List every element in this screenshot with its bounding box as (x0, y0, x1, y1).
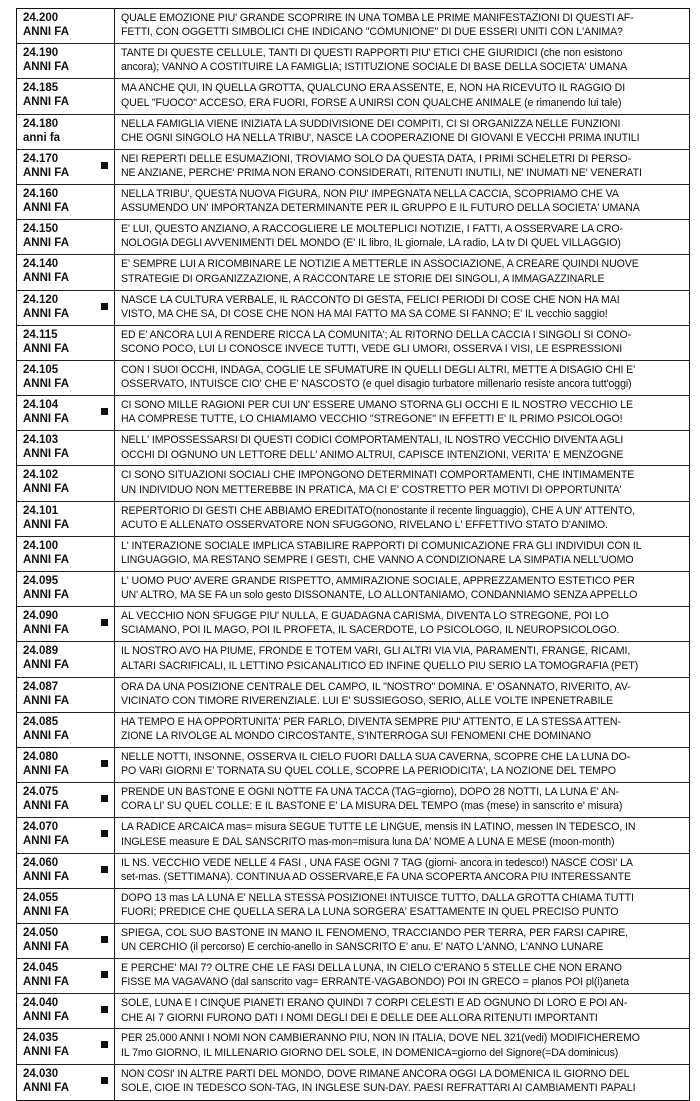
timeline-row (17, 924, 689, 959)
timeline-row (17, 185, 689, 220)
description-cell (115, 255, 689, 289)
date-value: 24.185 (23, 82, 59, 95)
date-cell (17, 1029, 115, 1063)
date-cell (17, 150, 115, 184)
date-value: 24.090 (23, 610, 59, 623)
description-line: E PERCHE' MAI 7? OLTRE CHE LE FASI DELLA LUNA, IN CIELO C'ERANO 5 STELLE CHE NON ERANO (121, 962, 622, 975)
description-cell (115, 854, 689, 888)
date-label: ANNI FA (23, 694, 69, 707)
description-line: E' SEMPRE LUI A RICOMBINARE LE NOTIZIE A METTERLE IN ASSOCIAZIONE, A CREARE QUINDI NUOVE (121, 258, 639, 271)
date-label: ANNI FA (23, 659, 69, 672)
date-cell (17, 783, 115, 817)
date-cell (17, 466, 115, 500)
date-value: 24.040 (23, 997, 59, 1010)
description-cell (115, 220, 689, 254)
description-cell (115, 466, 689, 500)
description-line: NELLE NOTTI, INSONNE, OSSERVA IL CIELO FUORI DALLA SUA CAVERNA, SCOPRE CHE LA LUNA DO- (121, 750, 631, 763)
description-line: TANTE DI QUESTE CELLULE, TANTI DI QUESTI RAPPORTI PIU' ETICI CHE GIURIDICI (che non esistono (121, 47, 623, 60)
date-value: 24.050 (23, 926, 59, 939)
description-line: ED E' ANCORA LUI A RENDERE RICCA LA COMUNITA'; AL RITORNO DELLA CACCIA I SINGOLI SI CONO- (121, 328, 632, 341)
description-line: CON I SUOI OCCHI, INDAGA, COGLIE LE SFUMATURE IN QUELLI DEGLI ALTRI, METTE A DISAGIO CHI E' (121, 363, 636, 376)
description-cell (115, 783, 689, 817)
description-line: CHE OGNI SINGOLO HA NELLA TRIBU', NASCE LA COOPERAZIONE DI GIOVANI E VECCHI PRIMA INUTILI (121, 131, 640, 144)
date-cell (17, 185, 115, 219)
date-label: anni fa (23, 131, 61, 144)
description-line: FETTI, CON OGGETTI SIMBOLICI CHE INDICANO "COMUNIONE" DI DUE ESSERI UNITI CON L'ANIMA? (121, 26, 623, 39)
date-value: 24.160 (23, 187, 59, 200)
date-value: 24.089 (23, 645, 59, 658)
date-label: ANNI FA (23, 1046, 69, 1059)
date-cell (17, 924, 115, 958)
description-line: NEI REPERTI DELLE ESUMAZIONI, TROVIAMO SOLO DA QUESTA DATA, I PRIMI SCHELETRI DI PERSO- (121, 152, 632, 165)
description-line: NE ANZIANE, PERCHE' PRIMA NON ERANO CONSIDERATI, RITENUTI INUTILI, NE' INUMATI NE' VENERATI (121, 167, 642, 180)
date-cell (17, 396, 115, 430)
description-cell (115, 115, 689, 149)
description-line: SCONO POCO, LUI LI CONOSCE INVECE TUTTI, VEDE GLI UMORI, OSSERVA I VISI, LE ESPRESSIONI (121, 342, 623, 355)
date-value: 24.101 (23, 504, 59, 517)
date-label: ANNI FA (23, 1081, 69, 1094)
description-line: ORA DA UNA POSIZIONE CENTRALE DEL CAMPO, IL "NOSTRO" DOMINA. E' OSANNATO, RIVERITO, AV- (121, 680, 631, 693)
timeline-row (17, 572, 689, 607)
date-value: 24.060 (23, 856, 59, 869)
description-line: SOLE, LUNA E I CINQUE PIANETI ERANO QUINDI 7 CORPI CELESTI E AD OGNUNO DI LORO E POI AN- (121, 997, 628, 1010)
date-cell (17, 889, 115, 923)
description-line: UN INDIVIDUO NON METTEREBBE IN PRATICA, MA CI E' COSTRETTO PER MOTIVI DI OPPORTUNITA' (121, 483, 622, 496)
timeline-row (17, 1029, 689, 1064)
date-label: ANNI FA (23, 835, 69, 848)
timeline-row (17, 150, 689, 185)
date-cell (17, 502, 115, 536)
bullet-square-icon (101, 1006, 108, 1013)
date-value: 24.115 (23, 328, 58, 341)
timeline-row (17, 396, 689, 431)
date-cell (17, 572, 115, 606)
bullet-square-icon (101, 971, 108, 978)
timeline-row (17, 748, 689, 783)
timeline-row (17, 361, 689, 396)
description-cell (115, 924, 689, 958)
date-value: 24.085 (23, 715, 59, 728)
date-cell (17, 748, 115, 782)
timeline-row (17, 431, 689, 466)
timeline-row (17, 994, 689, 1029)
description-line: SOLE, CIOE IN TEDESCO SON-TAG, IN INGLESE SUN-DAY. PAESI REFRATTARI AI CAMBIAMENTI PAPALI (121, 1081, 636, 1094)
date-value: 24.035 (23, 1032, 59, 1045)
description-line: MA ANCHE QUI, IN QUELLA GROTTA, QUALCUNO ERA ASSENTE, E, NON HA RICEVUTO IL RAGGIO DI (121, 82, 626, 95)
description-line: UN' ALTRO, MA SE FA un solo gesto DISSONANTE, LO ALLONTANIAMO, CONDANNIAMO SENZA APPELLO (121, 589, 638, 602)
description-line: VICINATO CON TIMORE RIVERENZIALE. LUI E' SUSSIEGOSO, SERIO, ALLE VOLTE INPENETRABILE (121, 694, 614, 707)
date-label: ANNI FA (23, 976, 69, 989)
timeline-row (17, 9, 689, 44)
description-line: QUEL "FUOCO" ACCESO, ERA FUORI, FORSE A UNIRSI CON QUALCHE ANIMALE (e rimanendo lui tale) (121, 96, 622, 109)
timeline-row (17, 678, 689, 713)
description-line: VISTO, MA CHE SA, DI COSE CHE NON HA MAI FATTO MA SA COME SI FANNO; E' IL vecchio saggio! (121, 307, 608, 320)
description-cell (115, 537, 689, 571)
date-label: ANNI FA (23, 624, 69, 637)
description-line: HA TEMPO E HA OPPORTUNITA' PER FARLO, DIVENTA SEMPRE PIU' ATTENTO, E LA STESSA ATTEN- (121, 715, 621, 728)
date-label: ANNI FA (23, 26, 69, 38)
timeline-row (17, 959, 689, 994)
description-line: NOLOGIA DEGLI AVVENIMENTI DEL MONDO (E' IL libro, IL giornale, LA radio, LA tv DI QUEL VILLAGGIO) (121, 237, 621, 250)
bullet-square-icon (101, 760, 108, 767)
description-cell (115, 9, 689, 43)
timeline-row (17, 713, 689, 748)
timeline-row (17, 220, 689, 255)
description-cell (115, 361, 689, 395)
description-cell (115, 818, 689, 852)
description-line: DOPO 13 mas LA LUNA E' NELLA STESSA POSIZIONE! INTUISCE TUTTO, DALLA GROTTA CHIAMA TUTTI (121, 891, 634, 904)
description-line: NELL' IMPOSSESSARSI DI QUESTI CODICI COMPORTAMENTALI, IL NOSTRO VECCHIO DIVENTA AGLI (121, 434, 624, 447)
timeline-row (17, 642, 689, 677)
date-value: 24.087 (23, 680, 59, 693)
description-cell (115, 150, 689, 184)
description-line: L' UOMO PUO' AVERE GRANDE RISPETTO, AMMIRAZIONE SOCIALE, APPREZZAMENTO ESTETICO PER (121, 575, 635, 587)
description-line: CI SONO MILLE RAGIONI PER CUI UN' ESSERE UMANO STORNA GLI OCCHI E IL NOSTRO VECCHIO LE (121, 399, 634, 412)
description-line: NELLA TRIBU', QUESTA NUOVA FIGURA, NON PIU' IMPEGNATA NELLA CACCIA, SCOPRIAMO CHE VA (121, 187, 619, 200)
date-label: ANNI FA (23, 448, 69, 461)
bullet-square-icon (101, 1077, 108, 1084)
description-line: NELLA FAMIGLIA VIENE INIZIATA LA SUDDIVISIONE DEI COMPITI, CI SI ORGANIZZA NELLE FUNZIONI (121, 117, 621, 130)
date-label: ANNI FA (23, 307, 69, 320)
date-cell (17, 537, 115, 571)
description-line: IL NS. VECCHIO VEDE NELLE 4 FASI , UNA FASE OGNI 7 TAG (giorni- ancora in tedesco!) NASCE COSI' LA (121, 856, 633, 869)
description-line: PER 25.000 ANNI I NOMI NON CAMBIERANNO PIU, NON IN ITALIA, DOVE NEL 321(vedi) MODIFICHEREMO (121, 1032, 640, 1045)
description-cell (115, 431, 689, 465)
description-line: ALTARI SACRIFICALI, IL LETTINO PSICANALITICO ED INFINE QUELLO PIU SERIO LA TOMOGRAFIA (PET) (121, 659, 639, 672)
description-line: HA COMPRESE TUTTE, LO CHIAMIAMO VECCHIO "STREGONE" IN EFFETTI E' IL PRIMO PSICOLOGO! (121, 413, 623, 426)
date-value: 24.030 (23, 1067, 59, 1080)
bullet-square-icon (101, 162, 108, 169)
date-label: ANNI FA (23, 589, 69, 601)
description-line: AL VECCHIO NON SFUGGE PIU' NULLA, E GUADAGNA CARISMA, DIVENTA LO STREGONE, POI LO (121, 610, 609, 623)
bullet-square-icon (101, 866, 108, 873)
bullet-square-icon (101, 408, 108, 415)
description-line: ACUTO E ALLENATO OSSERVATORE NON SFUGGONO, RIVELANO L' EFFETTIVO STATO D'ANIMO. (121, 518, 608, 531)
bullet-square-icon (101, 619, 108, 626)
description-cell (115, 748, 689, 782)
timeline-row (17, 291, 689, 326)
description-line: INGLESE measure E DAL SANSCRITO mas-mon=misura luna DA' NOME A LUNA E MESE (moon-month) (121, 835, 615, 848)
date-value: 24.045 (23, 962, 59, 975)
description-cell (115, 502, 689, 536)
description-cell (115, 572, 689, 606)
description-line: LINGUAGGIO, MA RESTANO SEMPRE I GESTI, CHE VANNO A CONDIZIONARE LA SIMPATIA NELL'UOMO (121, 554, 634, 567)
bullet-square-icon (101, 303, 108, 310)
description-line: REPERTORIO DI GESTI CHE ABBIAMO EREDITATO(nonostante il recente linguaggio), CHE A UN' ATTENTO, (121, 504, 635, 517)
date-label: ANNI FA (23, 518, 69, 531)
description-line: SCIAMANO, POI IL MAGO, POI IL PROFETA, IL SACERDOTE, LO PSICOLOGO, IL NEUROPSICOLOGO. (121, 624, 620, 637)
date-label: ANNI FA (23, 377, 69, 390)
date-value: 24.075 (23, 786, 59, 799)
description-cell (115, 44, 689, 78)
date-value: 24.170 (23, 152, 59, 165)
date-label: ANNI FA (23, 553, 69, 566)
date-cell (17, 678, 115, 712)
date-value: 24.200 (23, 12, 59, 24)
description-cell (115, 994, 689, 1028)
description-cell (115, 79, 689, 113)
timeline-row (17, 854, 689, 889)
date-value: 24.190 (23, 47, 59, 60)
description-line: E' LUI, QUESTO ANZIANO, A RACCOGLIERE LE MOLTEPLICI NOTIZIE, I FATTI, A OSSERVARE LA CRO- (121, 223, 623, 236)
description-cell (115, 678, 689, 712)
date-cell (17, 818, 115, 852)
description-line: FUORI; PREDICE CHE QUELLA SERA LA LUNA SORGERA' ESATTAMENTE IN QUEL PRECISO PUNTO (121, 905, 619, 918)
date-cell (17, 713, 115, 747)
description-cell (115, 291, 689, 325)
date-label: ANNI FA (23, 166, 69, 179)
date-label: ANNI FA (23, 1011, 69, 1024)
description-line: ancora); VANNO A COSTITUIRE LA FAMIGLIA; ISTITUZIONE SOCIALE DI BASE DELLA SOCIETA' UMANA (121, 61, 628, 74)
description-cell (115, 607, 689, 641)
date-cell (17, 642, 115, 676)
date-cell (17, 326, 115, 360)
description-cell (115, 889, 689, 923)
description-cell (115, 185, 689, 219)
date-value: 24.180 (23, 117, 59, 130)
date-cell (17, 431, 115, 465)
date-value: 24.080 (23, 750, 59, 763)
description-line: NASCE LA CULTURA VERBALE, IL RACCONTO DI GESTA, FELICI PERIODI DI COSE CHE NON HA MAI (121, 293, 620, 306)
date-label: ANNI FA (23, 237, 69, 250)
description-cell (115, 642, 689, 676)
description-cell (115, 1065, 689, 1100)
date-cell (17, 361, 115, 395)
description-line: STRATEGIE DI ORGANIZZAZIONE, A RACCONTARE LE STORIE DEI SINGOLI, A IMMAGAZZINARLE (121, 272, 605, 285)
date-label: ANNI FA (23, 905, 69, 918)
description-line: ASSUMENDO UN' IMPORTANZA DETERMINANTE PER IL GRUPPO E IL FUTURO DELLA SOCIETA' UMANA (121, 202, 640, 215)
timeline-row (17, 255, 689, 290)
description-line: SPIEGA, COL SUO BASTONE IN MANO IL FENOMENO, TRACCIANDO PER TERRA, PER FARSI CAPIRE, (121, 926, 629, 939)
date-label: ANNI FA (23, 870, 69, 883)
timeline-row (17, 326, 689, 361)
description-line: CI SONO SITUAZIONI SOCIALI CHE IMPONGONO DETERMINATI COMPORTAMENTI, CHE INTIMAMENTE (121, 469, 635, 482)
date-label: ANNI FA (23, 61, 69, 74)
date-cell (17, 959, 115, 993)
description-line: OCCHI DI OGNUNO UN LETTORE DELL' ANIMO ALTRUI, CAPISCE INTENZIONI, VERITA' E MENZOGNE (121, 448, 624, 461)
date-label: ANNI FA (23, 96, 69, 109)
date-value: 24.140 (23, 258, 59, 271)
description-line: UN CERCHIO (il percorso) E cerchio-anello in SANSCRITO E' anu. E' NATO L'ANNO, L'ANNO LUNARE (121, 941, 604, 954)
date-cell (17, 44, 115, 78)
date-label: ANNI FA (23, 413, 69, 426)
date-cell (17, 994, 115, 1028)
date-value: 24.103 (23, 434, 59, 447)
description-line: FISSE MA VAGAVANO (dal sanscrito vag= ERRANTE-VAGABONDO) POI IN GRECO = planos POI pl(i)aneta (121, 976, 629, 989)
timeline-row (17, 115, 689, 150)
description-line: L' INTERAZIONE SOCIALE IMPLICA STABILIRE RAPPORTI DI COMUNICAZIONE FRA GLI INDIVIDUI CON IL (121, 539, 642, 552)
description-line: set-mas. (SETTIMANA). CONTINUA AD OSSERVARE,E FA UNA SCOPERTA ANCORA PIU INTERESSANTE (121, 870, 631, 883)
timeline-row (17, 466, 689, 501)
date-label: ANNI FA (23, 800, 69, 813)
description-line: IL 7mo GIORNO, IL MILLENARIO GIORNO DEL SOLE, IN DOMENICA=giorno del Signore(=DA dominicus) (121, 1046, 619, 1059)
date-label: ANNI FA (23, 272, 69, 285)
bullet-square-icon (101, 936, 108, 943)
date-cell (17, 291, 115, 325)
date-cell (17, 854, 115, 888)
date-cell (17, 9, 115, 43)
description-cell (115, 396, 689, 430)
description-cell (115, 1029, 689, 1063)
timeline-row (17, 502, 689, 537)
date-value: 24.120 (23, 293, 59, 306)
timeline-row (17, 537, 689, 572)
description-line: IL NOSTRO AVO HA PIUME, FRONDE E TOTEM VARI, GLI ALTRI VIA VIA, PARAMENTI, FRANGE, RICAMI, (121, 645, 631, 658)
description-line: LA RADICE ARCAICA mas= misura SEGUE TUTTE LE LINGUE, mensis IN LATINO, messen IN TEDESCO, IN (121, 821, 636, 834)
description-line: CHE AI 7 GIORNI FURONO DATI I NOMI DEGLI DEI E DELLE DEE ALLORA RITENUTI IMPORTANTI (121, 1011, 598, 1024)
date-value: 24.105 (23, 363, 59, 376)
date-value: 24.095 (23, 575, 59, 587)
date-label: ANNI FA (23, 342, 69, 355)
date-cell (17, 1065, 115, 1100)
timeline-table (16, 8, 690, 1101)
description-cell (115, 959, 689, 993)
date-cell (17, 607, 115, 641)
date-value: 24.055 (23, 891, 59, 904)
description-line: ZIONE LA RIVOLGE AL MONDO CIRCOSTANTE, S'INTERROGA SUI FENOMENI CHE DOMINANO (121, 730, 592, 743)
timeline-row (17, 889, 689, 924)
description-cell (115, 713, 689, 747)
date-label: ANNI FA (23, 764, 69, 777)
timeline-row (17, 783, 689, 818)
description-line: PRENDE UN BASTONE E OGNI NOTTE FA UNA TACCA (TAG=giorno), DOPO 28 NOTTI, LA LUNA E' AN- (121, 786, 619, 799)
date-cell (17, 255, 115, 289)
bullet-square-icon (101, 795, 108, 802)
date-value: 24.070 (23, 821, 59, 834)
timeline-row (17, 607, 689, 642)
date-label: ANNI FA (23, 729, 69, 742)
timeline-row (17, 44, 689, 79)
description-line: PO VARI GIORNI E' TORNATA SU QUEL COLLE, SCOPRE LA PERIODICITA', LA NOZIONE DEL TEMPO (121, 765, 616, 778)
date-value: 24.102 (23, 469, 59, 482)
date-value: 24.100 (23, 539, 59, 552)
bullet-square-icon (101, 830, 108, 837)
date-label: ANNI FA (23, 201, 69, 214)
date-label: ANNI FA (23, 483, 69, 496)
description-line: OSSERVATO, INTUISCE CIO' CHE E' NASCOSTO (e quel disagio turbatore millenario resiste ancora tutt'oggi) (121, 378, 632, 391)
date-value: 24.150 (23, 223, 59, 236)
date-value: 24.104 (23, 399, 59, 412)
description-line: CORA LI' SU QUEL COLLE: E IL BASTONE E' LA MISURA DEL TEMPO (mas (mese) in sanscrito e' misura) (121, 800, 623, 813)
bullet-square-icon (101, 1041, 108, 1048)
date-label: ANNI FA (23, 940, 69, 953)
timeline-row (17, 79, 689, 114)
date-cell (17, 115, 115, 149)
description-line: NON COSI' IN ALTRE PARTI DEL MONDO, DOVE RIMANE ANCORA OGGI LA DOMENICA IL GIORNO DEL (121, 1067, 630, 1080)
description-line: QUALE EMOZIONE PIU' GRANDE SCOPRIRE IN UNA TOMBA LE PRIME MANIFESTAZIONI DI QUESTI AF- (121, 12, 634, 24)
description-cell (115, 326, 689, 360)
date-cell (17, 79, 115, 113)
timeline-row (17, 818, 689, 853)
timeline-row (17, 1065, 689, 1100)
date-cell (17, 220, 115, 254)
